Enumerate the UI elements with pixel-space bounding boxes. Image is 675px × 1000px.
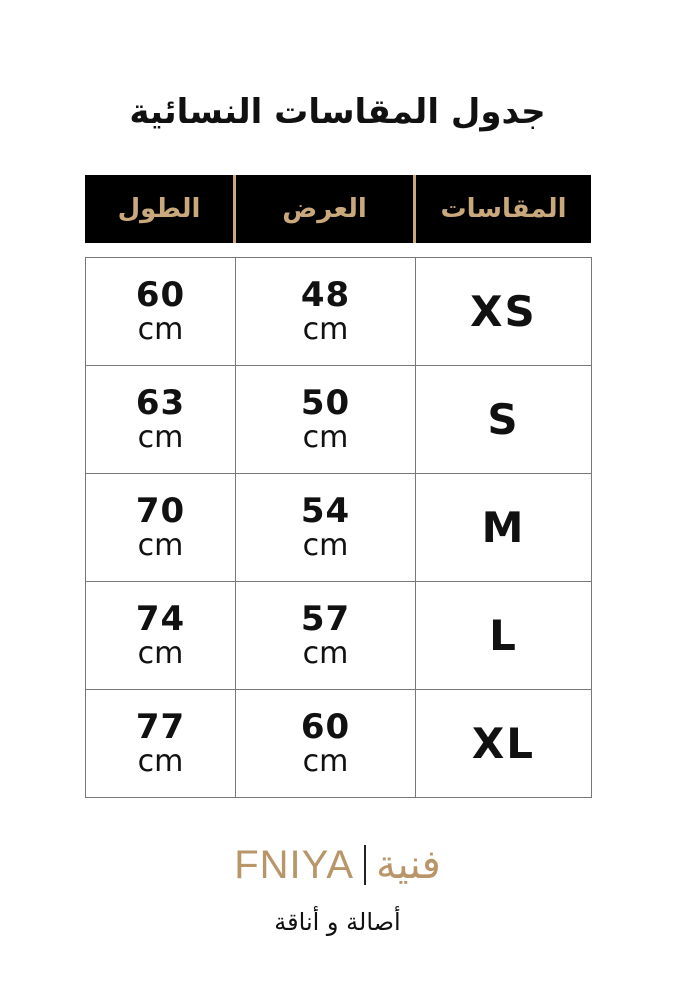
table-row — [86, 582, 591, 690]
width-cell — [236, 582, 416, 689]
length-cell — [86, 474, 236, 581]
length-unit: cm — [137, 419, 184, 455]
width-cell — [236, 474, 416, 581]
size-cell — [416, 690, 591, 797]
width-unit: cm — [302, 743, 349, 779]
size-table — [85, 257, 592, 798]
length-value: 70 — [135, 490, 186, 531]
width-value: 54 — [300, 490, 351, 531]
width-value: 57 — [300, 598, 351, 639]
table-row — [86, 258, 591, 366]
width-cell — [236, 258, 416, 365]
width-value: 50 — [300, 382, 351, 423]
brand-latin-name: FNIYA — [234, 842, 355, 887]
width-cell — [236, 690, 416, 797]
size-cell — [416, 582, 591, 689]
length-unit: cm — [137, 743, 184, 779]
brand-arabic-name: فنية — [376, 842, 441, 888]
width-value: 48 — [300, 274, 351, 315]
length-value: 63 — [135, 382, 186, 423]
table-row — [86, 474, 591, 582]
length-cell — [86, 690, 236, 797]
length-unit: cm — [137, 311, 184, 347]
header-length: الطول — [117, 194, 201, 224]
length-cell — [86, 582, 236, 689]
length-unit: cm — [137, 635, 184, 671]
width-unit: cm — [302, 419, 349, 455]
width-unit: cm — [302, 527, 349, 563]
width-unit: cm — [302, 311, 349, 347]
size-label: M — [481, 503, 526, 552]
brand-logo — [0, 842, 675, 888]
table-row — [86, 366, 591, 474]
size-label: XL — [471, 719, 536, 768]
size-label: S — [487, 395, 520, 444]
length-cell — [86, 258, 236, 365]
length-unit: cm — [137, 527, 184, 563]
size-cell — [416, 258, 591, 365]
table-row — [86, 690, 591, 798]
length-value: 74 — [135, 598, 186, 639]
width-unit: cm — [302, 635, 349, 671]
size-label: L — [489, 611, 518, 660]
header-width: العرض — [282, 194, 367, 224]
length-cell — [86, 366, 236, 473]
length-value: 60 — [135, 274, 186, 315]
page-title: جدول المقاسات النسائية — [129, 92, 546, 132]
size-label: XS — [470, 287, 537, 336]
length-value: 77 — [135, 706, 186, 747]
width-value: 60 — [300, 706, 351, 747]
logo-divider — [364, 845, 366, 885]
size-cell — [416, 366, 591, 473]
size-cell — [416, 474, 591, 581]
width-cell — [236, 366, 416, 473]
header-size: المقاسات — [440, 194, 567, 224]
table-header — [85, 175, 591, 243]
brand-tagline: أصالة و أناقة — [274, 908, 401, 936]
